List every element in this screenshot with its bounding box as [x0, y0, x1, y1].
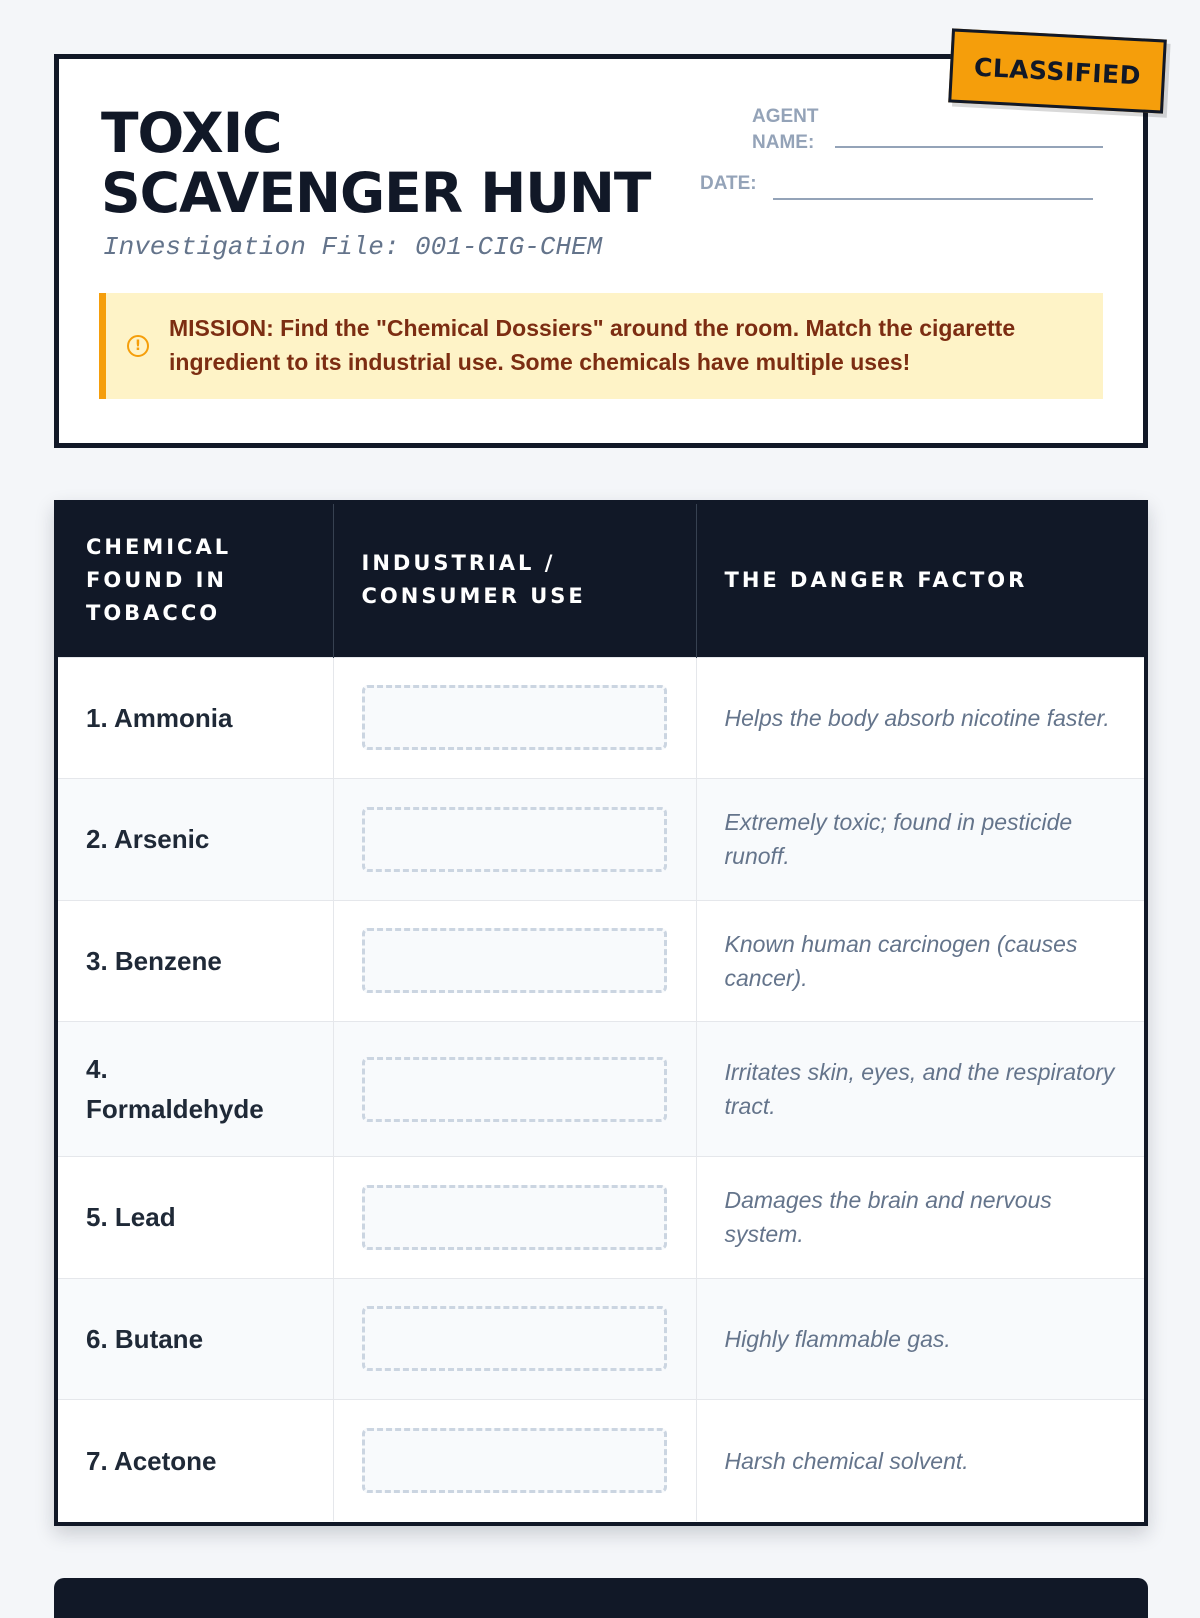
header-chemical: CHEMICAL FOUND IN TOBACCO — [58, 504, 333, 657]
mission-banner — [99, 293, 1103, 399]
table-row — [58, 900, 1144, 1022]
table-row — [58, 1278, 1144, 1400]
agent-name-label — [752, 104, 832, 156]
mission-text: MISSION: Find the "Chemical Dossiers" around the room. Match the cigarette ingredient to its industrial use. Some chemicals have multiple uses! — [169, 315, 1016, 375]
alert-circle-icon: ! — [127, 335, 149, 357]
table-row — [58, 1400, 1144, 1522]
header-danger: THE DANGER FACTOR — [696, 504, 1144, 657]
header-card — [54, 54, 1148, 448]
use-answer-box[interactable] — [362, 1057, 667, 1122]
header-use: INDUSTRIAL / CONSUMER USE — [333, 504, 696, 657]
table-row — [58, 1022, 1144, 1157]
danger-text: Irritates skin, eyes, and the respiratory tract. — [724, 1059, 1115, 1119]
chemical-name: 3. Benzene — [86, 945, 222, 976]
agent-label-line-2: NAME: — [752, 132, 815, 153]
investigation-file-id: Investigation File: 001-CIG-CHEM — [103, 232, 603, 262]
date-label: DATE: — [700, 173, 757, 194]
use-answer-box[interactable] — [362, 685, 667, 750]
page-title — [101, 103, 650, 223]
danger-text: Harsh chemical solvent. — [724, 1447, 969, 1474]
danger-text: Helps the body absorb nicotine faster. — [724, 704, 1110, 731]
use-answer-box[interactable] — [362, 807, 667, 872]
date-field[interactable] — [773, 198, 1093, 200]
use-answer-box[interactable] — [362, 1306, 667, 1371]
footer-strip — [54, 1578, 1148, 1618]
danger-text: Known human carcinogen (causes cancer). — [724, 930, 1078, 991]
chemical-name: 2. Arsenic — [86, 824, 210, 855]
table-row — [58, 657, 1144, 779]
title-line-1: TOXIC — [101, 101, 282, 165]
chemical-table — [58, 504, 1144, 1521]
chemical-name: 6. Butane — [86, 1323, 204, 1354]
table-row — [58, 779, 1144, 901]
chemical-name: 5. Lead — [86, 1202, 176, 1233]
chemical-name: 4. Formaldehyde — [86, 1054, 264, 1124]
danger-text: Damages the brain and nervous system. — [724, 1187, 1052, 1248]
table-row — [58, 1157, 1144, 1279]
classified-stamp: CLASSIFIED — [948, 28, 1167, 113]
chemical-name: 7. Acetone — [86, 1445, 217, 1476]
use-answer-box[interactable] — [362, 1185, 667, 1250]
agent-name-field[interactable] — [835, 146, 1103, 148]
chemical-table-card — [54, 500, 1148, 1526]
table-header-row — [58, 504, 1144, 657]
use-answer-box[interactable] — [362, 928, 667, 993]
use-answer-box[interactable] — [362, 1428, 667, 1493]
danger-text: Extremely toxic; found in pesticide runoff. — [724, 809, 1073, 870]
title-line-2: SCAVENGER HUNT — [101, 161, 651, 225]
chemical-name: 1. Ammonia — [86, 702, 233, 733]
danger-text: Highly flammable gas. — [724, 1325, 951, 1352]
agent-label-line-1: AGENT — [752, 106, 819, 127]
